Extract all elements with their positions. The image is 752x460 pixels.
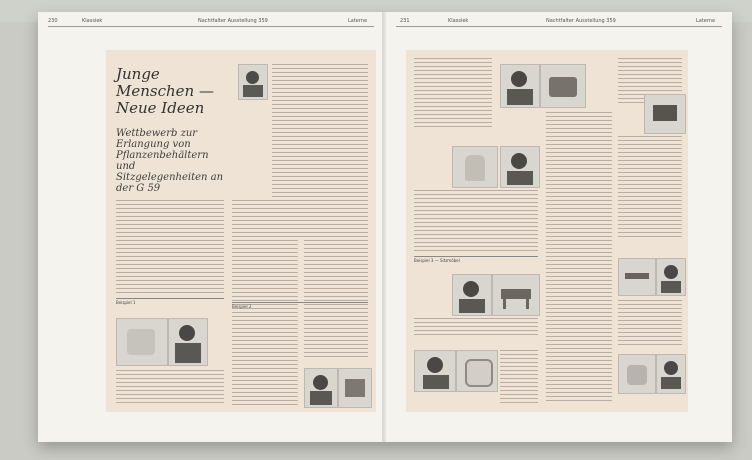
left-body-text-3: [304, 200, 368, 360]
right-header-rule: [396, 26, 722, 27]
example-2-photo-object: [338, 368, 372, 408]
example-1-label: Beispiel 1: [116, 300, 136, 305]
example-1-rule: [116, 298, 224, 299]
left-header-rule: [48, 26, 374, 27]
right-col1-text-4: [500, 350, 538, 406]
bench-photo-3: [618, 258, 656, 296]
article-headline: Junge Menschen — Neue Ideen: [116, 65, 214, 117]
designer-portrait-4: [414, 350, 456, 392]
example-3-label: Beispiel 3 — Sitzmöbel: [414, 258, 460, 263]
example-2-rule: [232, 302, 368, 303]
right-article: [406, 50, 688, 412]
left-marker: Laterne: [348, 18, 368, 24]
open-book: [38, 12, 732, 442]
designer-portrait-1: [500, 64, 540, 108]
designer-portrait-6: [656, 354, 686, 394]
designer-portrait-5: [656, 258, 686, 296]
left-running-title: Nachtfalter Ausstellung 359: [198, 18, 268, 24]
right-col1-text-1: [414, 58, 492, 130]
right-page: [386, 12, 732, 442]
right-running-title: Nachtfalter Ausstellung 359: [546, 18, 616, 24]
right-col1-text-3: [414, 318, 538, 338]
planter-photo-1: [540, 64, 586, 108]
example-2-label: Beispiel 2: [232, 304, 252, 309]
planter-photo-3: [456, 350, 498, 392]
right-col3-text-2: [618, 136, 682, 240]
right-section: Klassiek: [448, 18, 469, 24]
right-marker: Laterne: [696, 18, 716, 24]
left-page-number: 230: [48, 18, 58, 24]
designer-portrait-3: [452, 274, 492, 316]
example-1-photo-portrait: [168, 318, 208, 366]
planter-photo-4: [618, 354, 656, 394]
planter-photo-2: [452, 146, 498, 188]
example-1-photo-object: [116, 318, 168, 366]
example-1-text: [116, 370, 224, 406]
bench-photo-2: [644, 94, 686, 134]
example-3-rule: [414, 256, 538, 257]
article-subheadline: Wettbewerb zur Erlangung von Pflanzenbehältern und Sitzgelegenheiten an der G 59: [116, 128, 224, 194]
bench-photo-1: [492, 274, 540, 316]
example-2-photo-portrait: [304, 368, 338, 408]
right-col1-text-2: [414, 190, 538, 254]
right-col3-text-3: [618, 300, 682, 348]
right-page-number: 231: [400, 18, 410, 24]
left-article: [106, 50, 376, 412]
designer-portrait-2: [500, 146, 540, 188]
left-section: Klassiek: [82, 18, 103, 24]
author-portrait: [238, 64, 268, 100]
left-body-text-1: [116, 200, 224, 296]
left-page: [38, 12, 384, 442]
right-col2-text-1: [546, 112, 612, 404]
